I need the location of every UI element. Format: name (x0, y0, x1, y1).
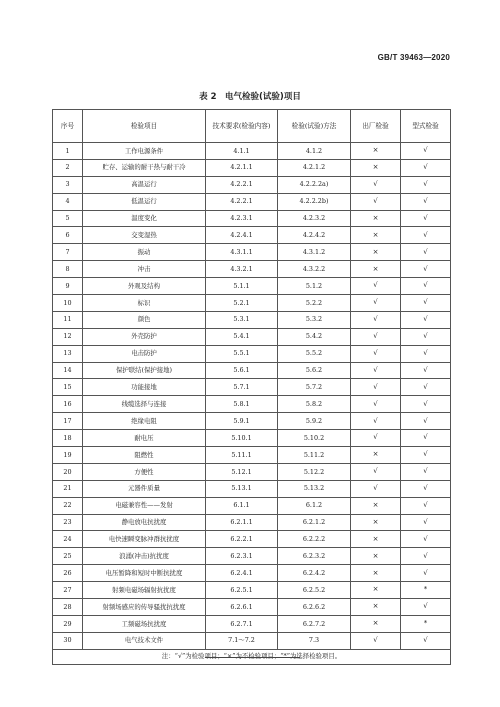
inspection-item: 工频磁场抗扰度 (83, 615, 206, 632)
table-body (53, 143, 451, 650)
table-title: 表 2 电气检验(试验)项目 (199, 92, 301, 102)
row-number: 8 (53, 261, 83, 278)
table-row (53, 463, 451, 480)
technical-requirement: 4.2.2.1 (206, 193, 278, 210)
technical-requirement: 6.2.6.1 (206, 599, 278, 616)
inspection-item: 外观及结构 (83, 278, 206, 295)
test-method: 5.8.2 (278, 396, 351, 413)
type-inspection: √ (401, 295, 451, 312)
table-row (53, 430, 451, 447)
technical-requirement: 4.2.2.1 (206, 176, 278, 193)
table-row (53, 615, 451, 632)
technical-requirement: 4.3.2.1 (206, 261, 278, 278)
test-method: 5.3.2 (278, 311, 351, 328)
row-number: 15 (53, 379, 83, 396)
type-inspection: * (401, 582, 451, 599)
technical-requirement: 5.7.1 (206, 379, 278, 396)
factory-inspection: √ (351, 278, 401, 295)
technical-requirement: 5.10.1 (206, 430, 278, 447)
row-number: 4 (53, 193, 83, 210)
test-method: 5.13.2 (278, 480, 351, 497)
type-inspection: √ (401, 480, 451, 497)
technical-requirement: 4.2.4.1 (206, 227, 278, 244)
row-number: 6 (53, 227, 83, 244)
inspection-item: 外壳防护 (83, 328, 206, 345)
type-inspection: √ (401, 379, 451, 396)
factory-inspection: × (351, 497, 401, 514)
type-inspection: √ (401, 261, 451, 278)
table-row (53, 295, 451, 312)
test-method: 5.7.2 (278, 379, 351, 396)
factory-inspection: √ (351, 345, 401, 362)
test-method: 5.10.2 (278, 430, 351, 447)
type-inspection: √ (401, 227, 451, 244)
row-number: 25 (53, 548, 83, 565)
row-number: 27 (53, 582, 83, 599)
factory-inspection: × (351, 143, 401, 160)
factory-inspection: × (351, 531, 401, 548)
row-number: 22 (53, 497, 83, 514)
inspection-item: 贮存、运输的耐干热与耐干冷 (83, 159, 206, 176)
test-method: 5.12.2 (278, 463, 351, 480)
inspection-item: 绝缘电阻 (83, 413, 206, 430)
inspection-items-table (52, 109, 451, 665)
inspection-item: 振动 (83, 244, 206, 261)
type-inspection: √ (401, 463, 451, 480)
row-number: 2 (53, 159, 83, 176)
column-header: 出厂检验 (351, 110, 401, 143)
row-number: 21 (53, 480, 83, 497)
type-inspection: √ (401, 531, 451, 548)
type-inspection: √ (401, 210, 451, 227)
factory-inspection: √ (351, 463, 401, 480)
table-row (53, 480, 451, 497)
test-method: 6.2.2.2 (278, 531, 351, 548)
row-number: 10 (53, 295, 83, 312)
factory-inspection: × (351, 227, 401, 244)
type-inspection: √ (401, 413, 451, 430)
test-method: 5.9.2 (278, 413, 351, 430)
table-row (53, 632, 451, 649)
technical-requirement: 6.2.3.1 (206, 548, 278, 565)
table-row (53, 193, 451, 210)
row-number: 19 (53, 447, 83, 464)
technical-requirement: 4.1.1 (206, 143, 278, 160)
test-method: 6.2.4.2 (278, 565, 351, 582)
table-row (53, 514, 451, 531)
type-inspection: √ (401, 430, 451, 447)
test-method: 7.3 (278, 632, 351, 649)
factory-inspection: × (351, 599, 401, 616)
column-header: 检验项目 (83, 110, 206, 143)
row-number: 18 (53, 430, 83, 447)
factory-inspection: √ (351, 362, 401, 379)
test-method: 4.2.2.2b) (278, 193, 351, 210)
technical-requirement: 6.2.1.1 (206, 514, 278, 531)
type-inspection: √ (401, 311, 451, 328)
type-inspection: √ (401, 514, 451, 531)
inspection-item: 方便性 (83, 463, 206, 480)
inspection-item: 射频场感应的传导骚扰抗扰度 (83, 599, 206, 616)
inspection-item: 电击防护 (83, 345, 206, 362)
type-inspection: √ (401, 548, 451, 565)
inspection-item: 元器件质量 (83, 480, 206, 497)
factory-inspection: × (351, 548, 401, 565)
table-row (53, 345, 451, 362)
factory-inspection: √ (351, 480, 401, 497)
end-rule (205, 657, 300, 658)
factory-inspection: × (351, 244, 401, 261)
technical-requirement: 5.2.1 (206, 295, 278, 312)
factory-inspection: × (351, 210, 401, 227)
table-row (53, 210, 451, 227)
table-row (53, 548, 451, 565)
row-number: 11 (53, 311, 83, 328)
table-row (53, 447, 451, 464)
factory-inspection: √ (351, 176, 401, 193)
column-header: 型式检验 (401, 110, 451, 143)
factory-inspection: √ (351, 328, 401, 345)
technical-requirement: 5.13.1 (206, 480, 278, 497)
factory-inspection: × (351, 565, 401, 582)
test-method: 4.2.2.2a) (278, 176, 351, 193)
factory-inspection: √ (351, 396, 401, 413)
test-method: 6.2.5.2 (278, 582, 351, 599)
inspection-item: 冲击 (83, 261, 206, 278)
test-method: 4.2.4.2 (278, 227, 351, 244)
table-row (53, 311, 451, 328)
test-method: 4.3.2.2 (278, 261, 351, 278)
row-number: 14 (53, 362, 83, 379)
test-method: 4.1.2 (278, 143, 351, 160)
row-number: 5 (53, 210, 83, 227)
table-row (53, 531, 451, 548)
table-row (53, 362, 451, 379)
type-inspection: √ (401, 396, 451, 413)
type-inspection: √ (401, 345, 451, 362)
technical-requirement: 4.3.1.1 (206, 244, 278, 261)
inspection-item: 功能接地 (83, 379, 206, 396)
test-method: 4.3.1.2 (278, 244, 351, 261)
test-method: 6.2.7.2 (278, 615, 351, 632)
row-number: 30 (53, 632, 83, 649)
row-number: 1 (53, 143, 83, 160)
table-row (53, 261, 451, 278)
row-number: 24 (53, 531, 83, 548)
type-inspection: * (401, 615, 451, 632)
test-method: 5.2.2 (278, 295, 351, 312)
test-method: 4.2.3.2 (278, 210, 351, 227)
type-inspection: √ (401, 159, 451, 176)
table-row (53, 396, 451, 413)
inspection-item: 线缆选择与连接 (83, 396, 206, 413)
table-row (53, 379, 451, 396)
technical-requirement: 6.2.4.1 (206, 565, 278, 582)
type-inspection: √ (401, 497, 451, 514)
table-row (53, 244, 451, 261)
inspection-item: 温度变化 (83, 210, 206, 227)
inspection-item: 标识 (83, 295, 206, 312)
factory-inspection: √ (351, 430, 401, 447)
inspection-item: 射频电磁场辐射抗扰度 (83, 582, 206, 599)
type-inspection: √ (401, 143, 451, 160)
technical-requirement: 5.9.1 (206, 413, 278, 430)
row-number: 7 (53, 244, 83, 261)
test-method: 6.2.3.2 (278, 548, 351, 565)
inspection-item: 静电放电抗扰度 (83, 514, 206, 531)
test-method: 6.2.1.2 (278, 514, 351, 531)
row-number: 26 (53, 565, 83, 582)
table-note: 注：“√”为检验项目；“×”为不检验项目；“*”为选择检验项目。 (53, 649, 451, 664)
table-row (53, 565, 451, 582)
inspection-item: 耐电压 (83, 430, 206, 447)
factory-inspection: √ (351, 311, 401, 328)
factory-inspection: × (351, 582, 401, 599)
type-inspection: √ (401, 176, 451, 193)
type-inspection: √ (401, 632, 451, 649)
technical-requirement: 6.2.5.1 (206, 582, 278, 599)
type-inspection: √ (401, 278, 451, 295)
inspection-item: 电快速瞬变脉冲群抗扰度 (83, 531, 206, 548)
factory-inspection: × (351, 615, 401, 632)
type-inspection: √ (401, 244, 451, 261)
test-method: 5.6.2 (278, 362, 351, 379)
column-header: 技术要求(检验内容) (206, 110, 278, 143)
table-row (53, 176, 451, 193)
technical-requirement: 5.4.1 (206, 328, 278, 345)
inspection-item: 低温运行 (83, 193, 206, 210)
technical-requirement: 6.2.2.1 (206, 531, 278, 548)
table-row (53, 497, 451, 514)
column-header: 检验(试验)方法 (278, 110, 351, 143)
test-method: 4.2.1.2 (278, 159, 351, 176)
table-row (53, 582, 451, 599)
inspection-item: 保护联结(保护接地) (83, 362, 206, 379)
type-inspection: √ (401, 328, 451, 345)
row-number: 20 (53, 463, 83, 480)
factory-inspection: × (351, 447, 401, 464)
row-number: 29 (53, 615, 83, 632)
test-method: 6.1.2 (278, 497, 351, 514)
test-method: 5.11.2 (278, 447, 351, 464)
inspection-item: 交变湿热 (83, 227, 206, 244)
technical-requirement: 5.12.1 (206, 463, 278, 480)
row-number: 16 (53, 396, 83, 413)
test-method: 5.4.2 (278, 328, 351, 345)
factory-inspection: × (351, 261, 401, 278)
table-row (53, 328, 451, 345)
row-number: 17 (53, 413, 83, 430)
column-header: 序号 (53, 110, 83, 143)
row-number: 12 (53, 328, 83, 345)
row-number: 3 (53, 176, 83, 193)
technical-requirement: 5.3.1 (206, 311, 278, 328)
row-number: 9 (53, 278, 83, 295)
factory-inspection: × (351, 514, 401, 531)
factory-inspection: √ (351, 379, 401, 396)
inspection-item: 颜色 (83, 311, 206, 328)
row-number: 28 (53, 599, 83, 616)
technical-requirement: 5.5.1 (206, 345, 278, 362)
test-method: 5.5.2 (278, 345, 351, 362)
type-inspection: √ (401, 362, 451, 379)
row-number: 13 (53, 345, 83, 362)
inspection-item: 浪涌(冲击)抗扰度 (83, 548, 206, 565)
table-row (53, 599, 451, 616)
inspection-item: 工作电源条件 (83, 143, 206, 160)
factory-inspection: √ (351, 413, 401, 430)
test-method: 5.1.2 (278, 278, 351, 295)
type-inspection: √ (401, 193, 451, 210)
factory-inspection: √ (351, 193, 401, 210)
table-header-row (53, 110, 451, 143)
inspection-item: 高温运行 (83, 176, 206, 193)
table-row (53, 159, 451, 176)
technical-requirement: 5.6.1 (206, 362, 278, 379)
technical-requirement: 5.1.1 (206, 278, 278, 295)
test-method: 6.2.6.2 (278, 599, 351, 616)
inspection-item: 阻燃性 (83, 447, 206, 464)
table-row (53, 413, 451, 430)
table-row (53, 143, 451, 160)
technical-requirement: 4.2.1.1 (206, 159, 278, 176)
type-inspection: √ (401, 599, 451, 616)
table-row (53, 227, 451, 244)
type-inspection: √ (401, 447, 451, 464)
inspection-item: 电气技术文件 (83, 632, 206, 649)
technical-requirement: 5.11.1 (206, 447, 278, 464)
inspection-item: 电磁兼容性——发射 (83, 497, 206, 514)
technical-requirement: 4.2.3.1 (206, 210, 278, 227)
factory-inspection: √ (351, 632, 401, 649)
technical-requirement: 6.1.1 (206, 497, 278, 514)
row-number: 23 (53, 514, 83, 531)
table-row (53, 278, 451, 295)
standard-code: GB/T 39463—2020 (377, 53, 450, 62)
technical-requirement: 7.1～7.2 (206, 632, 278, 649)
type-inspection: √ (401, 565, 451, 582)
inspection-item: 电压暂降和短时中断抗扰度 (83, 565, 206, 582)
technical-requirement: 5.8.1 (206, 396, 278, 413)
technical-requirement: 6.2.7.1 (206, 615, 278, 632)
factory-inspection: √ (351, 295, 401, 312)
factory-inspection: × (351, 159, 401, 176)
